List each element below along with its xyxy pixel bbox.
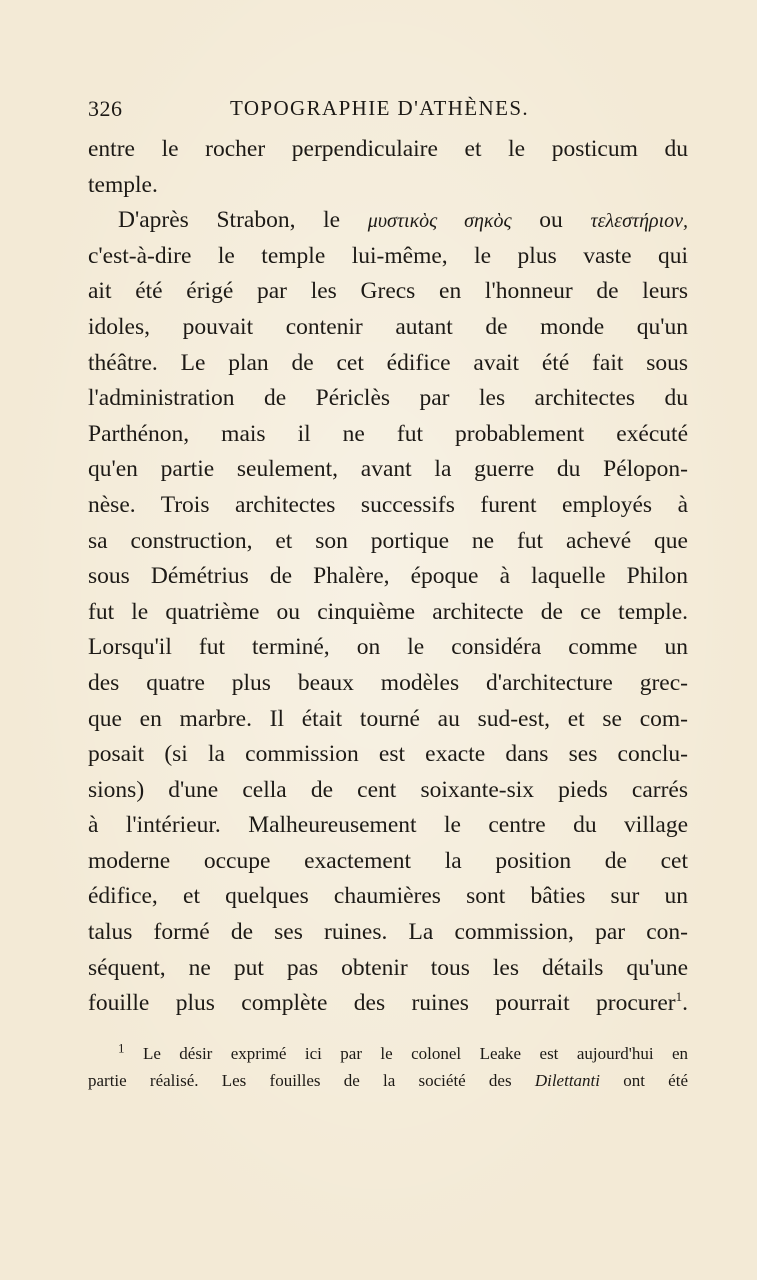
text-fragment: fouille plus complète des ruines pourrait procurer [88, 990, 676, 1017]
text-line: séquent, ne put pas obtenir tous les détails qu'une [88, 954, 688, 981]
footnote-text: ont été [623, 1071, 688, 1090]
footnote-line [88, 1067, 688, 1094]
final-period: . [682, 990, 688, 1017]
text-line: temple. [88, 171, 158, 198]
text-line: entre le rocher perpendiculaire et le posticum du [88, 136, 688, 162]
text-line: à l'intérieur. Malheureusement le centre du village [88, 812, 688, 839]
main-text [88, 132, 688, 1022]
running-title: TOPOGRAPHIE D'ATHÈNES. [230, 96, 530, 120]
text-line: édifice, et quelques chaumières sont bâties sur un [88, 883, 688, 910]
text-line: talus formé de ses ruines. La commission, par con- [88, 919, 688, 946]
text-line: Lorsqu'il fut terminé, on le considéra comme un [88, 634, 688, 661]
footnote-text: partie réalisé. Les fouilles de la société des [88, 1071, 512, 1090]
text-line: nèse. Trois architectes successifs furent employés à [88, 491, 688, 518]
text-line: théâtre. Le plan de cet édifice avait été fait sous [88, 349, 688, 376]
text-fragment: D'après Strabon, le [118, 207, 341, 234]
text-fragment: ou [539, 207, 563, 234]
text-line: c'est-à-dire le temple lui-même, le plus vaste qui [88, 242, 688, 269]
footnote-italic-term: Dilettanti [534, 1071, 600, 1090]
footnote-number: 1 [118, 1040, 125, 1056]
text-line: Parthénon, mais il ne fut probablement exécuté [88, 420, 688, 447]
text-line-final [88, 986, 688, 1022]
text-line: que en marbre. Il était tourné au sud-est, et se com- [88, 705, 688, 732]
text-line: posait (si la commission est exacte dans ses conclu- [88, 741, 688, 768]
footnote-reference: 1 [675, 989, 683, 1005]
footnote-line [88, 1040, 688, 1067]
text-line: l'administration de Périclès par les architectes du [88, 385, 688, 412]
text-line: sions) d'une cella de cent soixante-six pieds carrés [88, 776, 688, 803]
text-line: idoles, pouvait contenir autant de monde qu'un [88, 313, 688, 340]
text-line: des quatre plus beaux modèles d'architecture grec- [88, 669, 688, 696]
greek-term: τελεστήριον, [590, 210, 689, 233]
text-line: sous Démétrius de Phalère, époque à laquelle Philon [88, 563, 688, 590]
greek-term: μυστικὸς σηκὸς [367, 210, 512, 233]
text-line: fut le quatrième ou cinquième architecte de ce temple. [88, 598, 688, 625]
text-line: moderne occupe exactement la position de cet [88, 847, 688, 874]
footnote-section [88, 1040, 688, 1094]
text-line: qu'en partie seulement, avant la guerre du Pélopon- [88, 456, 688, 483]
footnote-text: Le désir exprimé ici par le colonel Leake est aujourd'hui en [142, 1044, 689, 1063]
text-line: ait été érigé par les Grecs en l'honneur de leurs [88, 278, 688, 305]
page-header [88, 96, 688, 128]
text-line: sa construction, et son portique ne fut achevé que [88, 527, 688, 554]
text-line-with-greek [88, 203, 688, 239]
page-number: 326 [88, 96, 123, 121]
